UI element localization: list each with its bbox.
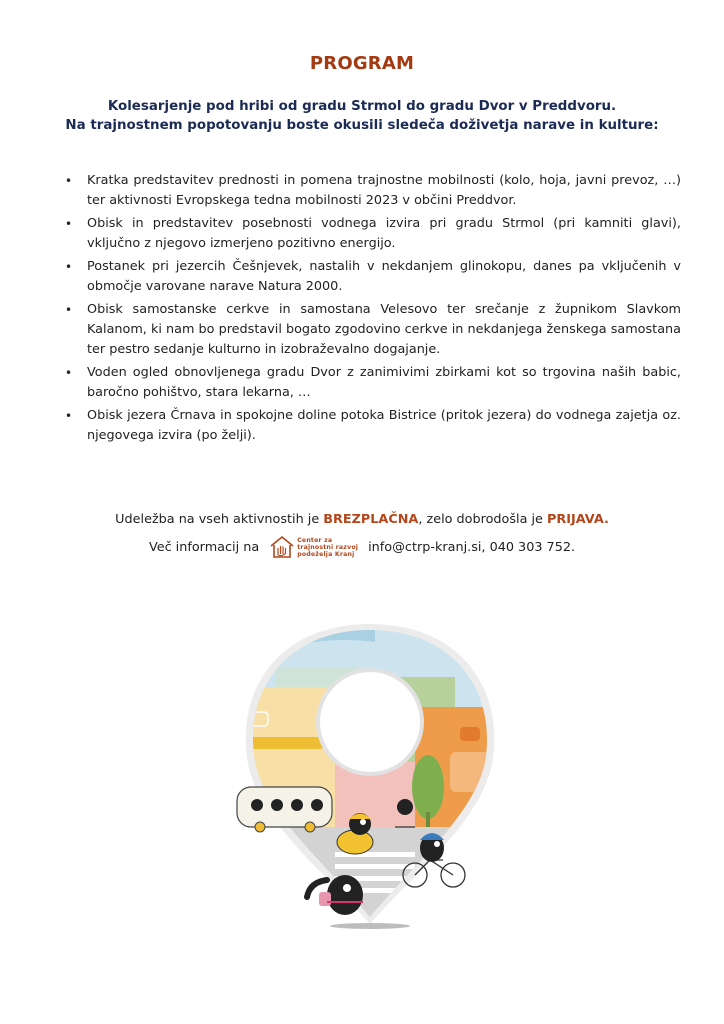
shadow (330, 923, 410, 929)
contact-info (0, 535, 724, 559)
page-title: PROGRAM (309, 53, 415, 74)
subtitle (0, 97, 724, 135)
info-prefix: Več informacij na (148, 539, 260, 555)
logo-text (297, 537, 358, 558)
pin-hole (318, 670, 422, 774)
list-item (65, 257, 681, 297)
free-highlight: BREZPLAČNA (323, 512, 419, 527)
contact-details: info@ctrp-kranj.si, 040 303 752. (368, 539, 576, 555)
signup-highlight: PRIJAVA. (547, 512, 609, 527)
subtitle-line-1: Kolesarjenje pod hribi od gradu Strmol do gradu Dvor v Preddvoru. (107, 99, 617, 114)
bullet-icon: • (65, 303, 73, 317)
list-item-text: Kratka predstavitev prednosti in pomena trajnostne mobilnosti (kolo, hoja, javni prevoz, …) ter aktivnosti Evropskega tedna mobilnosti 2023 v občini Preddvor. (87, 173, 681, 208)
bullet-icon: • (65, 217, 73, 231)
list-item (65, 406, 681, 446)
list-item (65, 300, 681, 360)
mobility-illustration (215, 612, 525, 932)
list-item (65, 363, 681, 403)
list-item-text: Voden ogled obnovljenega gradu Dvor z zanimivimi zbirkami kot so trgovina naših babic, baročno pohištvo, stara lekarna, … (87, 365, 681, 400)
bullet-icon: • (65, 366, 73, 380)
list-item-text: Obisk jezera Črnava in spokojne doline potoka Bistrice (pritok jezera) do vodnega zajetja oz. njegovega izvira (po želji). (87, 408, 681, 443)
bullet-icon: • (65, 260, 73, 274)
ctrp-logo (269, 535, 358, 559)
bullet-icon: • (65, 174, 73, 188)
logo-line-2: trajnostni razvoj (297, 543, 359, 551)
bullet-icon: • (65, 409, 73, 423)
program-list (65, 171, 681, 449)
list-item-text: Obisk in predstavitev posebnosti vodnega izvira pri gradu Strmol (pri kamniti glavi), vključno z njegovo izmerjeno pozitivno energijo. (87, 216, 681, 251)
registration-prefix: Udeležba na vseh aktivnostih je (115, 512, 324, 527)
subtitle-line-2: Na trajnostnem popotovanju boste okusili sledeča doživetja narave in kulture: (65, 118, 659, 133)
registration-middle: , zelo dobrodošla je (418, 512, 547, 527)
registration-note (0, 512, 724, 527)
logo-line-1: Center za (297, 536, 333, 544)
house-hand-icon (269, 535, 295, 559)
tree (412, 755, 444, 819)
list-item-text: Obisk samostanske cerkve in samostana Velesovo ter srečanje z župnikom Slavkom Kalanom, ki nam bo predstavil bogato zgodovino cerkve in nekdanjega ženskega samostana ter pestro sedanje kulturno in izobraževalno dogajanje. (87, 302, 681, 357)
walker-icon (307, 875, 363, 915)
list-item-text: Postanek pri jezercih Češnjevek, nastalih v nekdanjem glinokopu, danes pa vključenih v območje varovane narave Natura 2000. (87, 259, 681, 294)
bus-icon (237, 787, 332, 832)
list-item (65, 214, 681, 254)
list-item (65, 171, 681, 211)
logo-line-3: podeželja Kranj (297, 550, 355, 558)
